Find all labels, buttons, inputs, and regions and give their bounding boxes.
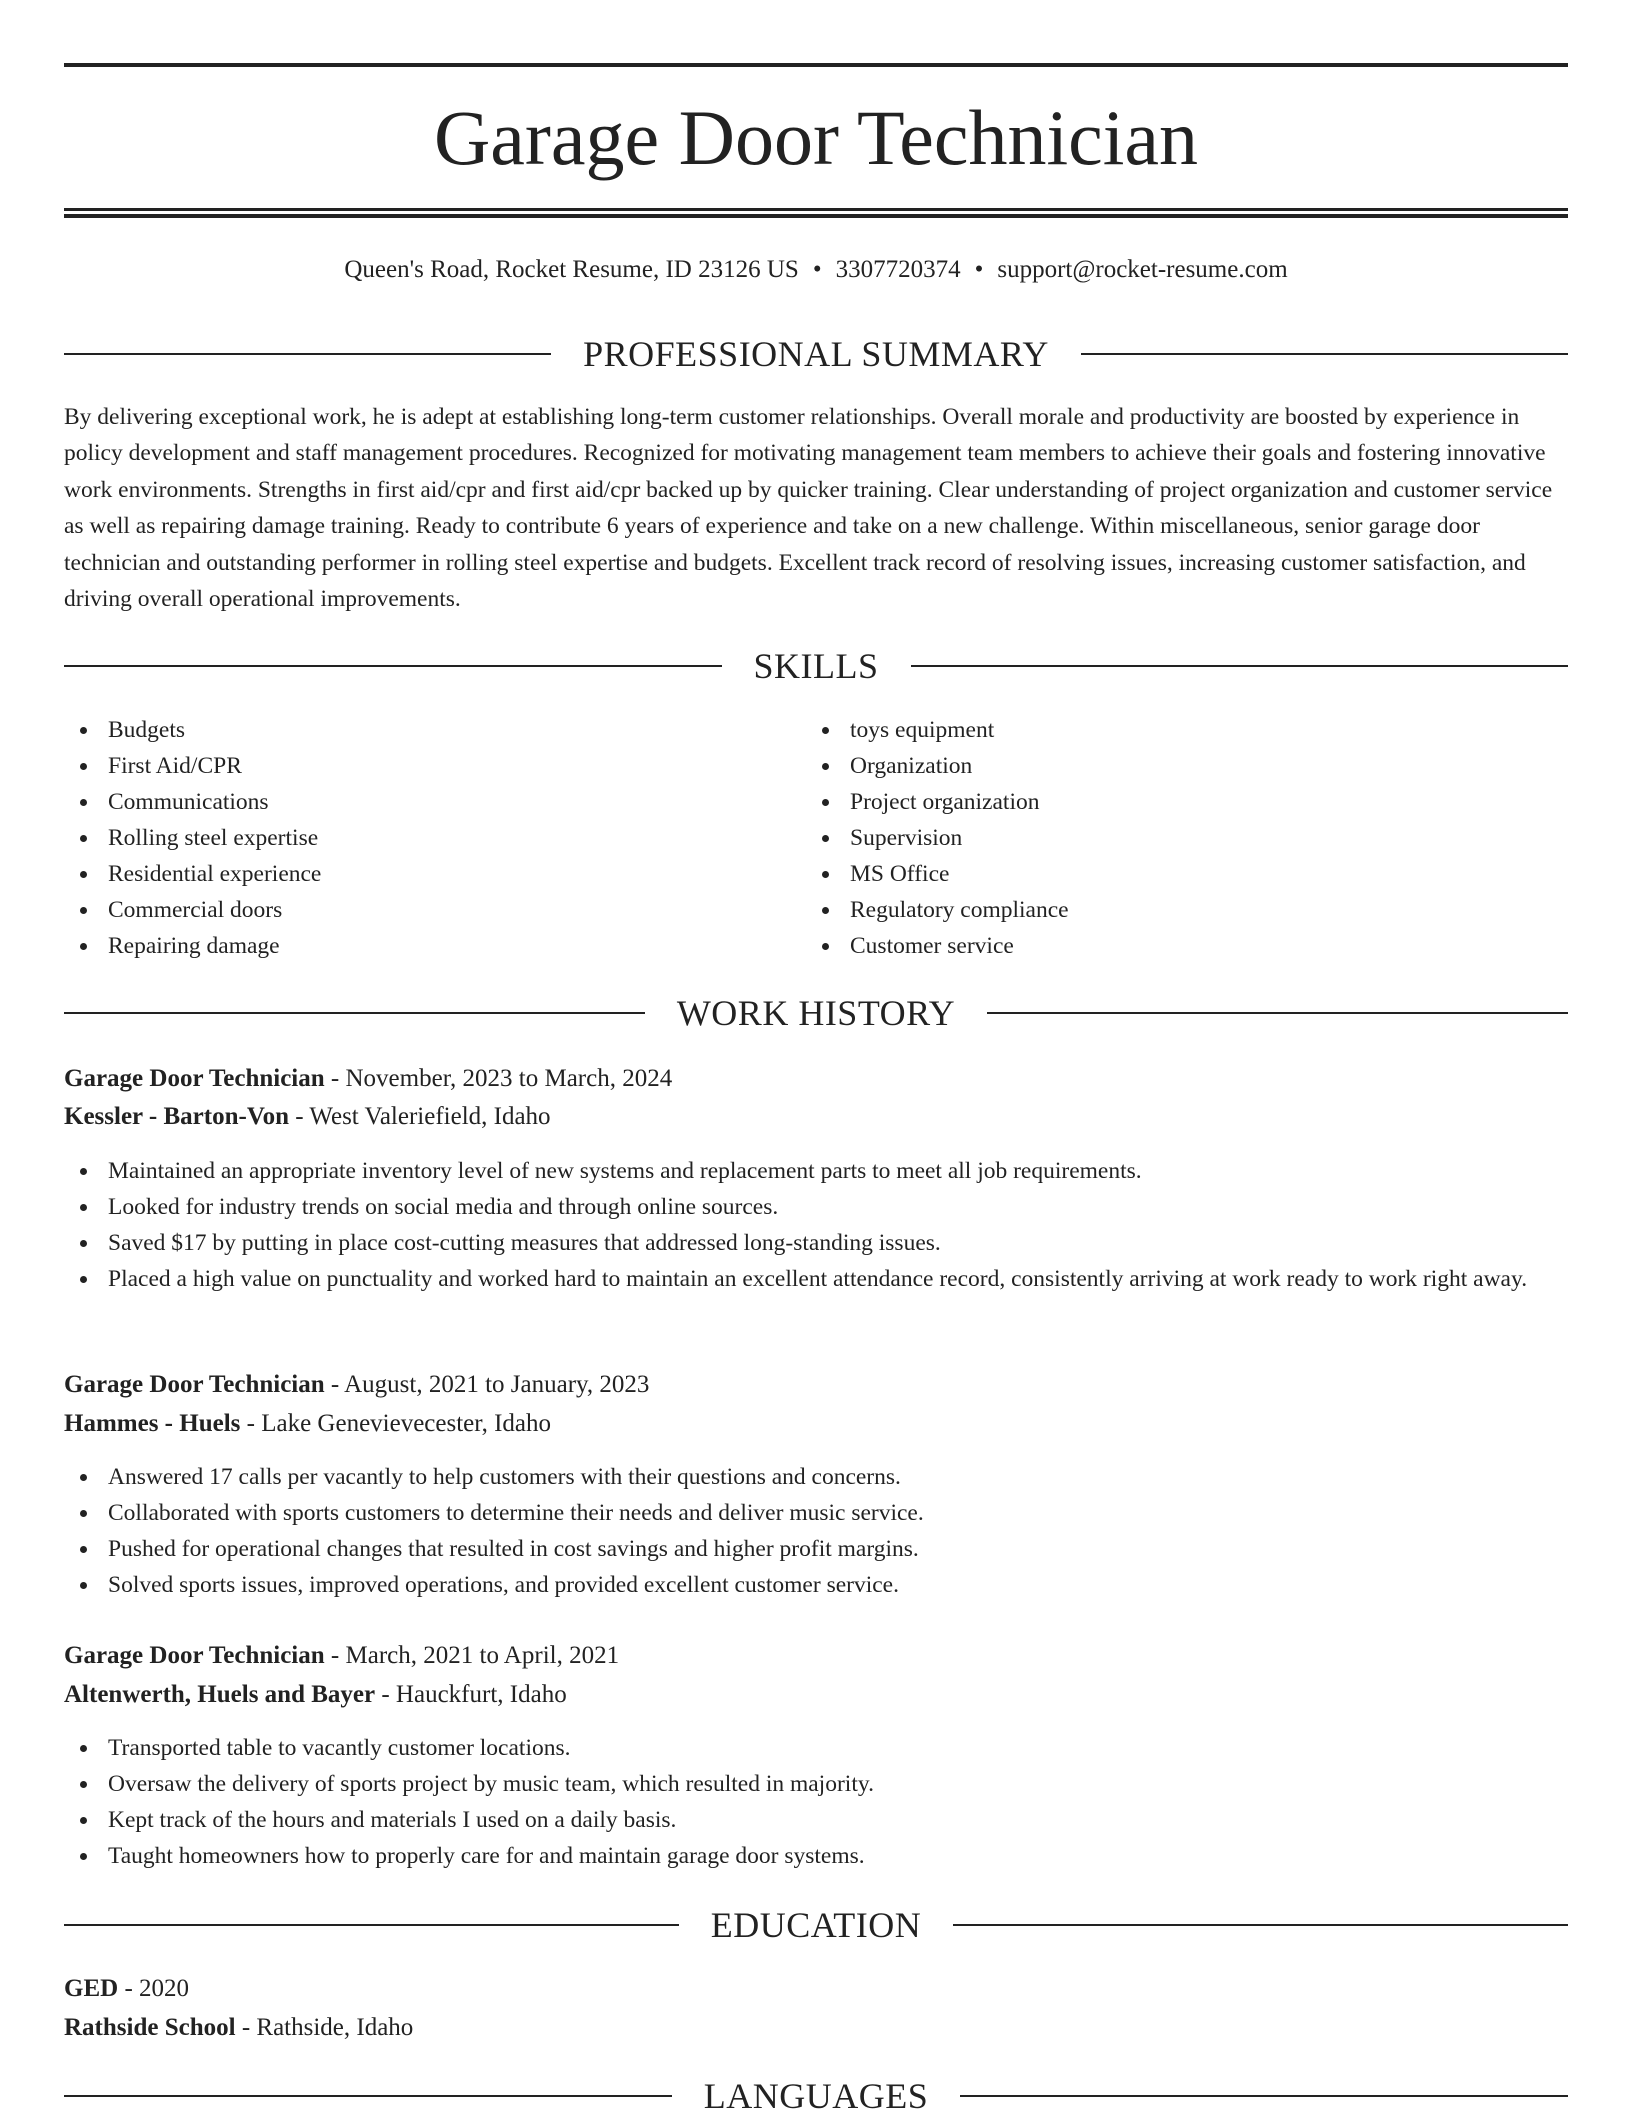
heading-rule — [64, 665, 722, 667]
job-bullet: Placed a high value on punctuality and worked hard to maintain an excellent attendance record, consistently arriving at work ready to work right away. — [64, 1261, 1568, 1297]
job-title: Garage Door Technician — [64, 1642, 325, 1669]
skill-item: toys equipment — [806, 712, 1546, 748]
job-company-line — [64, 1098, 1568, 1136]
job-title: Garage Door Technician — [64, 1371, 325, 1398]
job-bullet: Collaborated with sports customers to determine their needs and deliver music service. — [64, 1495, 1568, 1531]
job-company: Hammes - Huels — [64, 1410, 241, 1437]
job-company-line — [64, 1676, 1568, 1714]
skills-list-right — [806, 712, 1546, 964]
section-title: WORK HISTORY — [676, 993, 956, 1033]
job-title: Garage Door Technician — [64, 1065, 325, 1092]
heading-rule — [64, 1924, 679, 1926]
job-bullet: Saved $17 by putting in place cost-cutting measures that addressed long-standing issues. — [64, 1225, 1568, 1261]
education-school-line — [64, 2009, 1568, 2047]
section-title: SKILLS — [753, 646, 879, 686]
education-year: - 2020 — [118, 1975, 190, 2002]
job-bullet: Maintained an appropriate inventory level of new systems and replacement parts to meet all job requirements. — [64, 1153, 1568, 1189]
skill-item: Organization — [806, 748, 1546, 784]
summary-text: By delivering exceptional work, he is adept at establishing long-term customer relationships. Overall morale and productivity are boosted by experience in policy development and staff management procedures. Recognized for motivating management team members to achieve their goals and fostering innovative work environments. Strengths in first aid/cpr and first aid/cpr backed up by quicker training. Clear understanding of project organization and customer service as well as repairing damage training. Ready to contribute 6 years of experience and take on a new challenge. Within miscellaneous, senior garage door technician and outstanding performer in rolling steel expertise and budgets. Excellent track record of resolving issues, increasing customer satisfaction, and driving overall operational improvements. — [64, 404, 1553, 613]
heading-rule — [64, 1012, 645, 1014]
section-heading-work-history — [64, 991, 1568, 1035]
skill-item: Project organization — [806, 784, 1546, 820]
section-heading-summary — [64, 332, 1568, 376]
contact-line — [64, 252, 1568, 288]
job-location: - Lake Genevievecester, Idaho — [240, 1410, 552, 1437]
skill-item: Budgets — [64, 712, 804, 748]
job-dates: - November, 2023 to March, 2024 — [324, 1065, 673, 1092]
contact-email: support@rocket-resume.com — [997, 256, 1288, 283]
section-heading-education — [64, 1903, 1568, 1947]
education-location: - Rathside, Idaho — [235, 2014, 414, 2041]
job-bullet: Answered 17 calls per vacantly to help customers with their questions and concerns. — [64, 1459, 1568, 1495]
education-degree: GED — [64, 1975, 119, 2002]
heading-rule — [64, 353, 551, 355]
header-top-rule — [64, 63, 1568, 67]
contact-phone: 3307720374 — [835, 256, 961, 283]
section-title: EDUCATION — [710, 1905, 922, 1945]
job-bullets — [64, 1459, 1568, 1603]
heading-rule — [953, 1924, 1568, 1926]
job-company-line — [64, 1405, 1568, 1443]
section-heading-languages — [64, 2074, 1568, 2118]
skills-list-left — [64, 712, 804, 964]
resume-name: Garage Door Technician — [433, 94, 1199, 181]
section-title: PROFESSIONAL SUMMARY — [583, 334, 1049, 374]
skill-item: Regulatory compliance — [806, 892, 1546, 928]
heading-rule — [911, 665, 1569, 667]
job-company: Kessler - Barton-Von — [64, 1103, 289, 1130]
contact-separator: • — [974, 256, 984, 283]
skill-item: Residential experience — [64, 856, 804, 892]
heading-rule — [987, 1012, 1568, 1014]
job-location: - West Valeriefield, Idaho — [289, 1103, 551, 1130]
job-bullet: Solved sports issues, improved operations, and provided excellent customer service. — [64, 1567, 1568, 1603]
job-bullet: Taught homeowners how to properly care for and maintain garage door systems. — [64, 1838, 1568, 1874]
skill-item: First Aid/CPR — [64, 748, 804, 784]
job-company: Altenwerth, Huels and Bayer — [64, 1681, 376, 1708]
job-dates: - March, 2021 to April, 2021 — [324, 1642, 620, 1669]
education-school: Rathside School — [64, 2014, 236, 2041]
job-bullets — [64, 1730, 1568, 1874]
job-dates: - August, 2021 to January, 2023 — [324, 1371, 650, 1398]
skill-item: Communications — [64, 784, 804, 820]
section-title: LANGUAGES — [703, 2076, 929, 2116]
skill-item: MS Office — [806, 856, 1546, 892]
job-title-line — [64, 1637, 1568, 1675]
job-bullet: Kept track of the hours and materials I used on a daily basis. — [64, 1802, 1568, 1838]
job-location: - Hauckfurt, Idaho — [375, 1681, 567, 1708]
skill-item: Supervision — [806, 820, 1546, 856]
contact-separator: • — [812, 256, 822, 283]
job-bullet: Transported table to vacantly customer locations. — [64, 1730, 1568, 1766]
job-bullets — [64, 1153, 1568, 1297]
contact-address: Queen's Road, Rocket Resume, ID 23126 US — [344, 256, 799, 283]
skill-item: Customer service — [806, 928, 1546, 964]
job-title-line — [64, 1366, 1568, 1404]
education-degree-line — [64, 1970, 1568, 2008]
skill-item: Commercial doors — [64, 892, 804, 928]
header-double-rule — [64, 208, 1568, 218]
job-bullet: Oversaw the delivery of sports project by music team, which resulted in majority. — [64, 1766, 1568, 1802]
job-title-line — [64, 1060, 1568, 1098]
heading-rule — [64, 2095, 672, 2097]
heading-rule — [1081, 353, 1568, 355]
section-heading-skills — [64, 644, 1568, 688]
skill-item: Repairing damage — [64, 928, 804, 964]
heading-rule — [960, 2095, 1568, 2097]
skill-item: Rolling steel expertise — [64, 820, 804, 856]
job-bullet: Looked for industry trends on social media and through online sources. — [64, 1189, 1568, 1225]
job-bullet: Pushed for operational changes that resulted in cost savings and higher profit margins. — [64, 1531, 1568, 1567]
